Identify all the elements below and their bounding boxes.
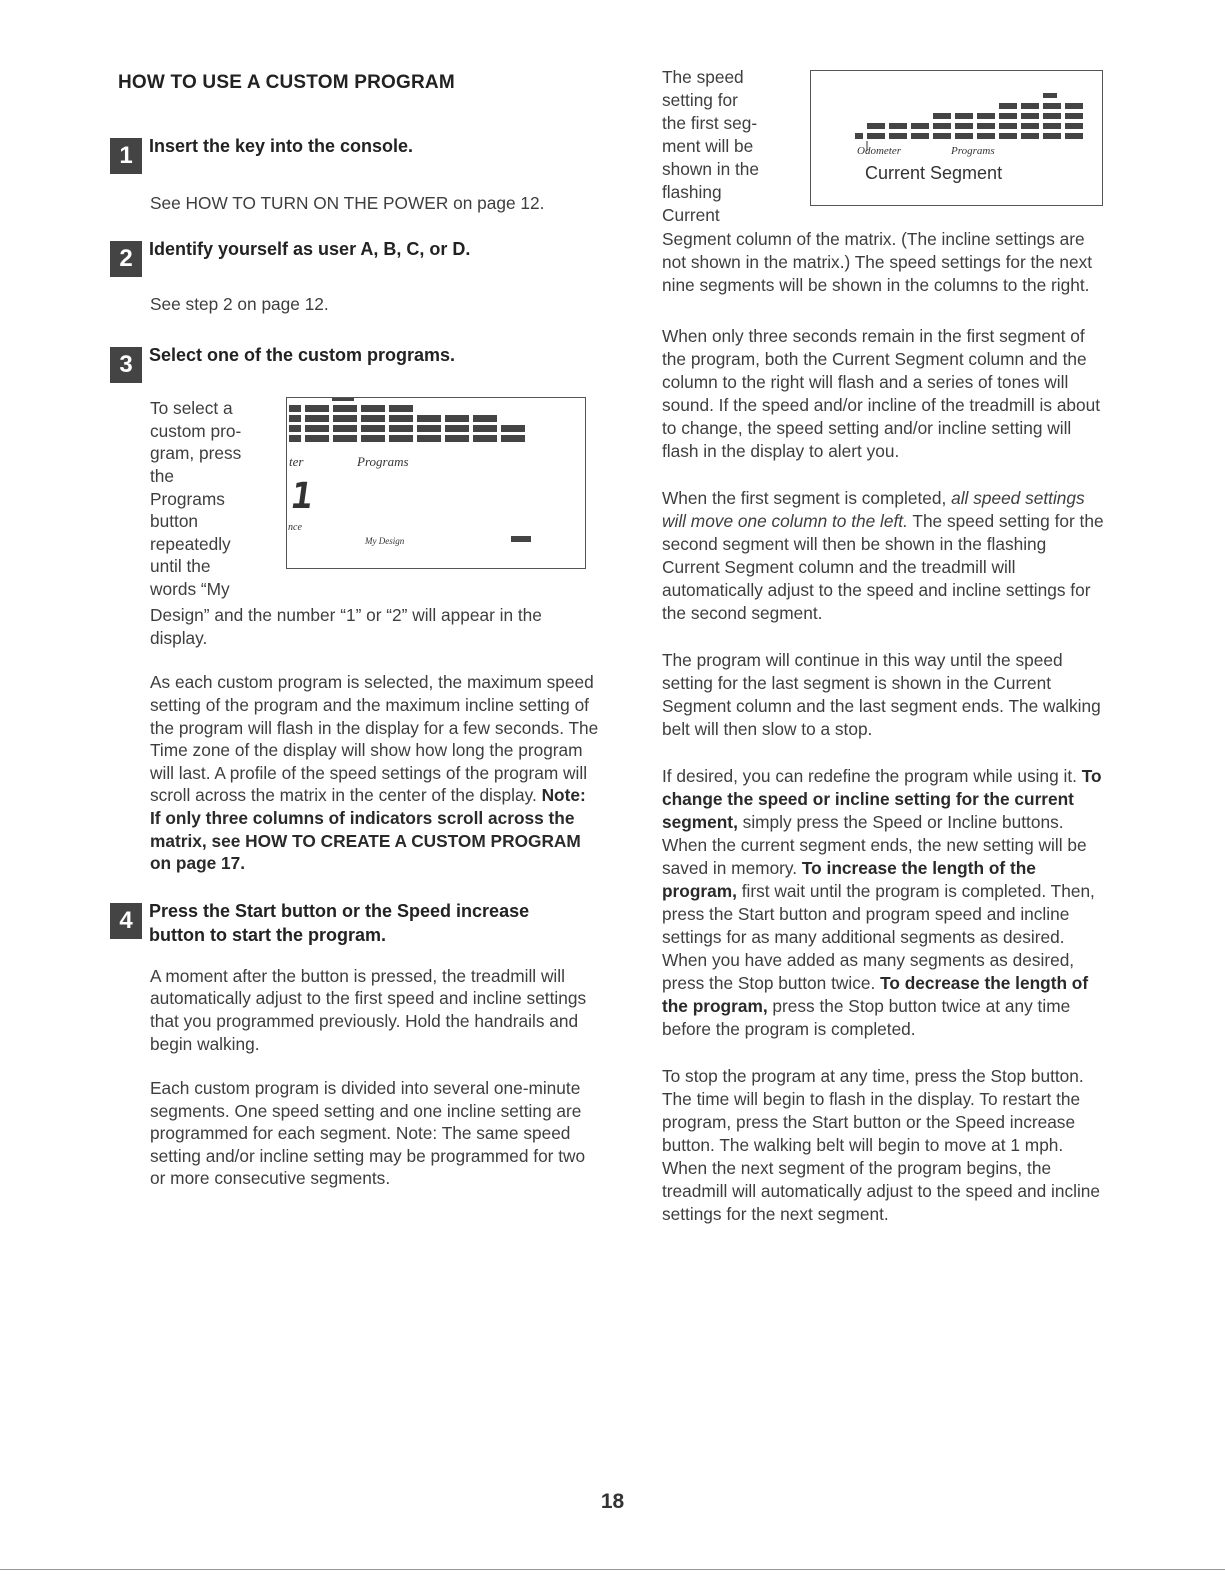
paragraph: When the first segment is completed, all speed settings will move one column to the left. The speed setting for the second segment will then be shown in the flashing Current Segment column and the treadmill will automatically adjust to the speed and incline settings for the second segment. xyxy=(662,488,1104,623)
step-paragraph: Each custom program is divided into several one-minute segments. One speed setting and one incline setting are programmed for each segment. Note: The same speed setting and/or incline setting may be programmed for two or more consecutive segments. xyxy=(150,1078,586,1189)
display-label-distance-partial: nce xyxy=(288,522,302,534)
bold-text: To decrease the length of the program, xyxy=(662,973,1089,1016)
wrapped-text: The speed setting for the first seg- ment will be shown in the flashing Current xyxy=(662,67,760,225)
speed-matrix-graphic xyxy=(287,398,585,568)
step-title: Insert the key into the console. xyxy=(149,136,414,156)
step-4 xyxy=(110,899,600,1190)
step-2 xyxy=(110,237,600,316)
wrapped-text: To select a custom pro- gram, press the Programs button repeatedly until the words “My xyxy=(150,398,242,599)
paragraph: To stop the program at any time, press the Stop button. The time will begin to flash in the display. To restart the program, press the Start button or the Speed increase button. The walking belt will begin to move at 1 mph. When the next segment of the program begins, the treadmill will automatically adjust to the speed and incline settings for the next segment. xyxy=(662,1066,1101,1224)
step-paragraph: As each custom program is selected, the maximum speed setting of the program and the maximum incline setting of the program will flash in the display for a few seconds. The Time zone of the display will show how long the program will last. A profile of the speed settings of the program will scroll across the matrix in the center of the display. Note: If only three columns of indicators scroll across the matrix, see HOW TO CREATE A CUSTOM PROGRAM on page 17. xyxy=(150,672,599,874)
console-display-illustration xyxy=(286,397,586,569)
current-segment-caption: Current Segment xyxy=(865,163,1003,183)
step-title: Identify yourself as user A, B, C, or D. xyxy=(149,238,471,259)
paragraph: If desired, you can redefine the program while using it. To change the speed or incline setting for the current segment, simply press the Speed or Incline buttons. When the current segment ends, the new setting will be saved in memory. To increase the length of the program, first wait until the program is completed. Then, press the Start button and program speed and incline settings for as many additional segments as desired. When you have added as many segments as desired, press the Stop button twice. To decrease the length of the program, press the Stop button twice at any time before the program is completed. xyxy=(662,766,1102,1039)
step-title: Press the Start button or the Speed increase button to start the program. xyxy=(149,900,530,945)
step-3 xyxy=(110,343,600,875)
page-number: 18 xyxy=(600,1490,625,1513)
step-1 xyxy=(110,134,600,215)
step-text: See HOW TO TURN ON THE POWER on page 12. xyxy=(150,193,545,213)
bold-text: To increase the length of the program, xyxy=(662,858,1036,901)
right-column xyxy=(662,66,1107,1248)
step-text: A moment after the button is pressed, the treadmill will automatically adjust to the first speed and incline settings that you programmed previously. Hold the handrails and begin walking. xyxy=(150,965,587,1054)
step-text: See step 2 on page 12. xyxy=(150,293,329,314)
display-label-programs: Programs xyxy=(951,145,995,157)
paragraph: The program will continue in this way until the speed setting for the last segment is shown in the Current Segment column and the last segment ends. The walking belt will then slow to a stop. xyxy=(662,650,1101,739)
display-label-odometer-partial: ter xyxy=(289,454,304,470)
display-label-odometer: Odometer xyxy=(857,145,901,157)
display-digit: 1 xyxy=(288,476,316,518)
bold-text: To change the speed or incline setting for the current segment, xyxy=(662,766,1102,832)
step-number-badge: 4 xyxy=(110,903,142,939)
step-text: Design” and the number “1” or “2” will appear in the display. xyxy=(150,605,542,648)
paragraph: Segment column of the matrix. (The incline settings are not shown in the matrix.) The speed settings for the next nine segments will be shown in the columns to the right. xyxy=(662,229,1093,295)
step-number-badge: 1 xyxy=(110,138,142,174)
current-segment-display-illustration xyxy=(810,70,1103,206)
step-number-badge: 3 xyxy=(110,347,142,383)
left-column xyxy=(110,72,600,1190)
step-note: Note: If only three columns of indicators scroll across the matrix, see HOW TO CREATE A CUSTOM PROGRAM on page 17. xyxy=(150,785,586,874)
bottom-rule xyxy=(0,1569,1225,1570)
paragraph: When only three seconds remain in the first segment of the program, both the Current Segment column and the column to the right will flash and a series of tones will sound. If the speed and/or incline of the treadmill is about to change, the speed setting and/or incline setting will flash in the display to alert you. xyxy=(662,326,1101,461)
step-title: Select one of the custom programs. xyxy=(149,345,456,366)
segment-matrix-graphic xyxy=(811,71,1102,151)
section-title: HOW TO USE A CUSTOM PROGRAM xyxy=(118,72,455,93)
display-label-my-design: My Design xyxy=(365,536,405,547)
display-label-programs: Programs xyxy=(357,454,409,470)
emphasis-text: all speed settings will move one column to the left. xyxy=(662,488,1085,531)
step-number-badge: 2 xyxy=(110,241,142,277)
